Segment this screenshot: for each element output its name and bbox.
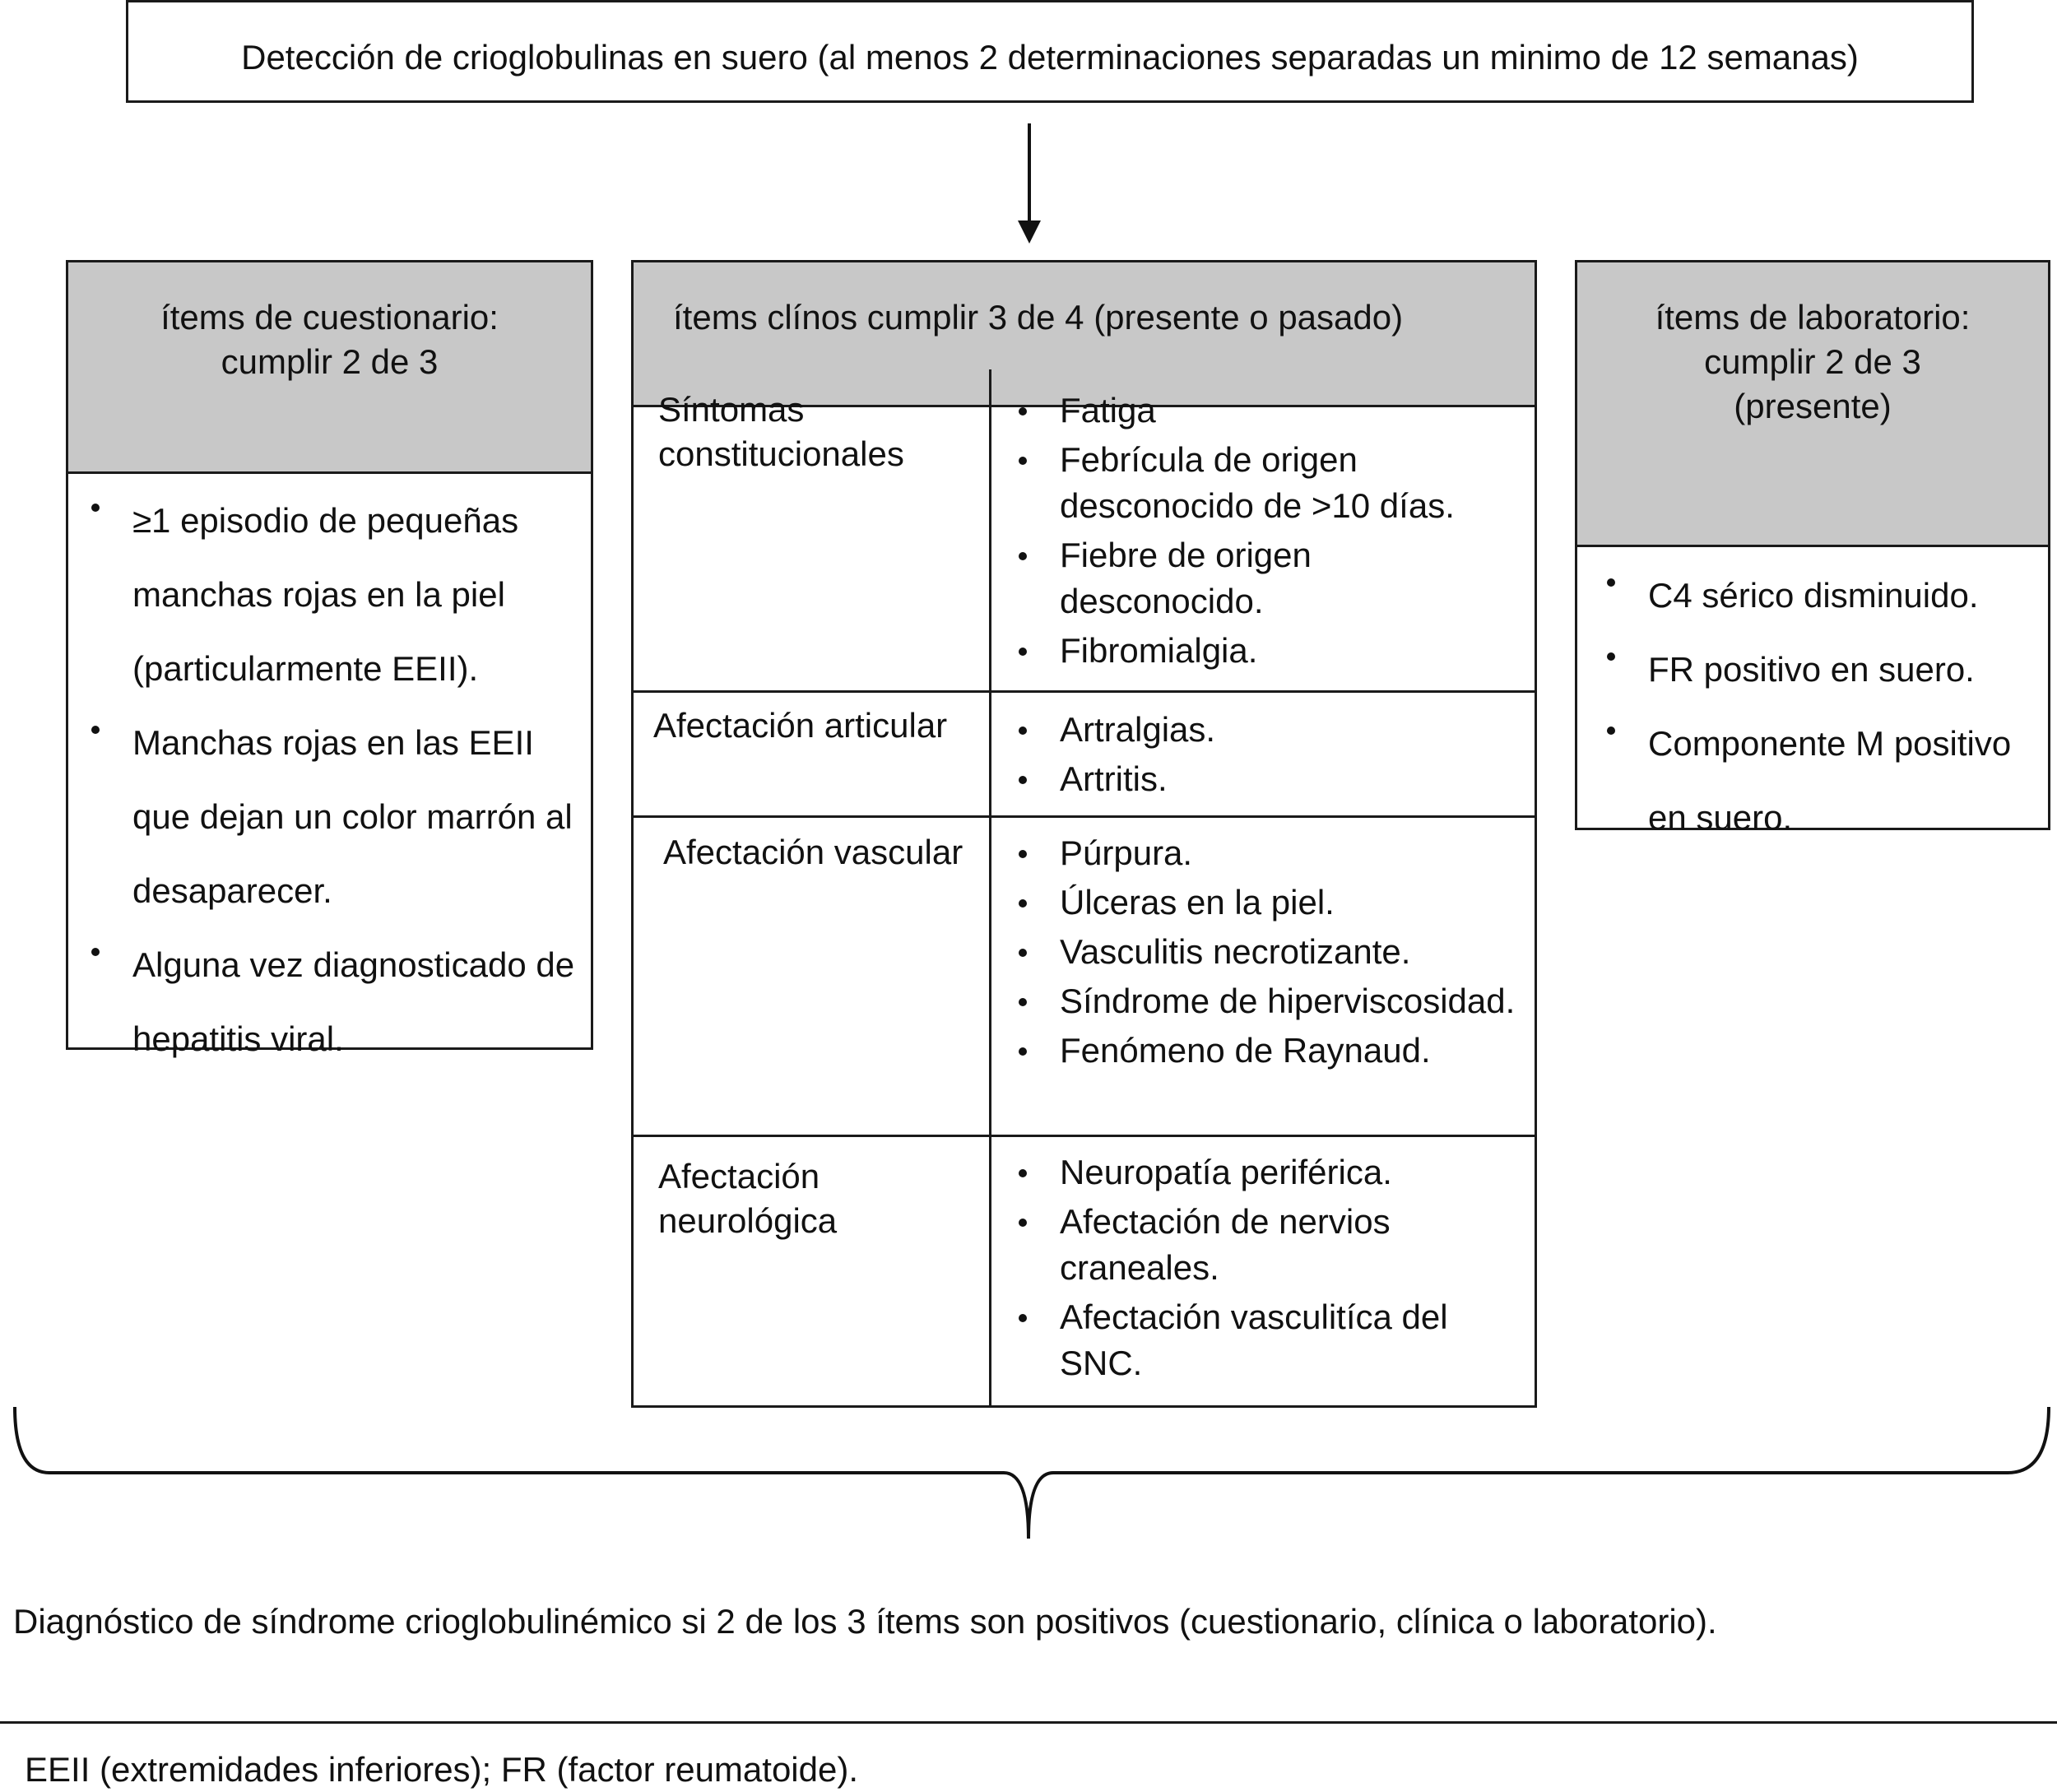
top-box-text: Detección de crioglobulinas en suero (al menos 2 determinaciones separadas un minimo de 12 semanas) (241, 38, 1859, 77)
laboratory-header-line3: (presente) (1734, 387, 1892, 425)
clinical-items-articular (1012, 707, 1522, 805)
laboratory-list (1577, 547, 2048, 855)
laboratory-item: C4 sérico disminuido. (1600, 559, 2038, 633)
bottom-brace (15, 1407, 2049, 1539)
down-arrow-head (1018, 221, 1041, 244)
laboratory-header (1577, 262, 2048, 547)
laboratory-header-line2: cumplir 2 de 3 (1704, 342, 1921, 381)
clinical-item: Fenómeno de Raynaud. (1012, 1028, 1522, 1074)
questionnaire-list (68, 474, 591, 1076)
clinical-item: Vasculitis necrotizante. (1012, 929, 1522, 975)
questionnaire-header-line1: ítems de cuestionario: (160, 298, 499, 337)
clinical-row-divider (634, 690, 1535, 693)
clinical-column-divider (989, 369, 991, 1408)
clinical-item: Fibromialgia. (1012, 628, 1522, 674)
footnote-text: EEII (extremidades inferiores); FR (factor reumatoide). (25, 1750, 859, 1789)
clinical-item: Púrpura. (1012, 830, 1522, 876)
footnote-divider (0, 1721, 2057, 1724)
clinical-item: Artritis. (1012, 756, 1522, 802)
clinical-item: Úlceras en la piel. (1012, 880, 1522, 926)
clinical-category-constitutional: Síntomas constitucionales (658, 390, 904, 473)
laboratory-header-line1: ítems de laboratorio: (1655, 298, 1971, 337)
clinical-item: Fiebre de origen desconocido. (1012, 532, 1522, 624)
clinical-item: Afectación vasculitíca del SNC. (1012, 1294, 1522, 1386)
clinical-header-text: ítems clínos cumplir 3 de 4 (presente o pasado) (673, 298, 1404, 337)
clinical-item: Fatiga (1012, 388, 1522, 434)
laboratory-item: FR positivo en suero. (1600, 633, 2038, 707)
clinical-item: Neuropatía periférica. (1012, 1149, 1522, 1195)
clinical-category-articular: Afectación articular (653, 706, 948, 745)
questionnaire-item: Manchas rojas en las EEII que dejan un color marrón al desaparecer. (85, 706, 578, 928)
clinical-items-vascular (1012, 830, 1522, 1077)
clinical-item: Febrícula de origen desconocido de >10 días. (1012, 437, 1522, 529)
clinical-category-neurological: Afectación neurológica (658, 1157, 838, 1240)
questionnaire-item: Alguna vez diagnosticado de hepatitis viral. (85, 928, 578, 1076)
clinical-item: Artralgias. (1012, 707, 1522, 753)
laboratory-box (1575, 260, 2050, 837)
clinical-row-divider (634, 815, 1535, 818)
questionnaire-header (68, 262, 591, 474)
laboratory-item: Componente M positivo en suero. (1600, 707, 2038, 855)
clinical-items-constitutional (1012, 388, 1522, 677)
questionnaire-header-line2: cumplir 2 de 3 (221, 342, 439, 381)
questionnaire-item: ≥1 episodio de pequeñas manchas rojas en la piel (particularmente EEII). (85, 484, 578, 706)
clinical-row-divider (634, 1135, 1535, 1137)
clinical-items-neurological (1012, 1149, 1522, 1390)
clinical-item: Afectación de nervios craneales. (1012, 1199, 1522, 1291)
clinical-table (631, 260, 1537, 1408)
conclusion-text: Diagnóstico de síndrome crioglobulinémico si 2 de los 3 ítems son positivos (cuestionario, clínica o laboratorio). (13, 1602, 1717, 1641)
clinical-item: Síndrome de hiperviscosidad. (1012, 978, 1522, 1024)
questionnaire-box (66, 260, 593, 1058)
clinical-category-vascular: Afectación vascular (663, 833, 963, 871)
clinical-header (634, 262, 1535, 407)
